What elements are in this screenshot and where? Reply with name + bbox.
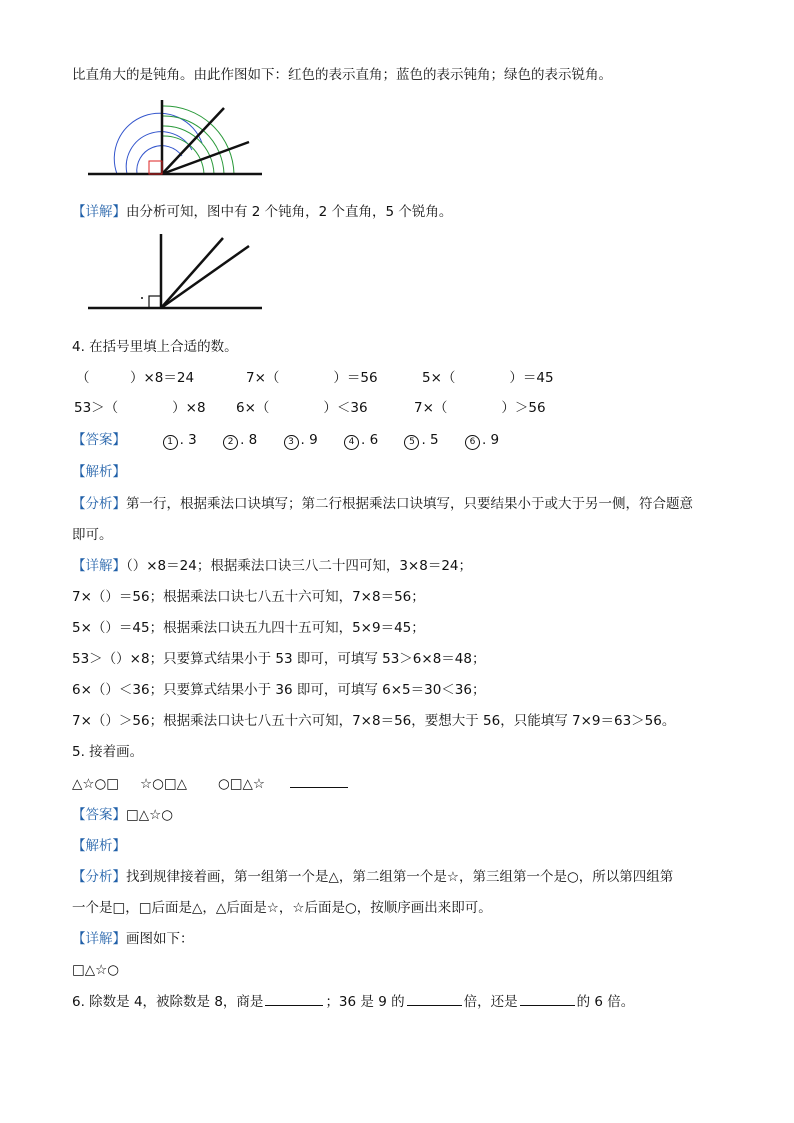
q6-stem (72, 993, 634, 1011)
intro-line: 比直角大的是钝角。由此作图如下：红色的表示直角；蓝色的表示钝角；绿色的表示锐角。 (72, 67, 612, 83)
q4-detail-line: 7×（）＝56；根据乘法口诀七八五十六可知，7×8＝56； (72, 589, 425, 605)
answer-number-circle: 3 (284, 435, 299, 450)
answer-tag: 【答案】 (72, 807, 126, 823)
q5-answer-line (72, 806, 173, 824)
analysis-tag: 【解析】 (72, 464, 126, 480)
answer-item (465, 431, 499, 450)
sequence-group: △☆○□ (72, 776, 120, 792)
answer-number-circle: 6 (465, 435, 480, 450)
fenxi-text: 第一行，根据乘法口诀填写；第二行根据乘法口诀填写，只要结果小于或大于另一侧，符合题意 (126, 496, 693, 512)
q4-row2-item: 7×（ ）＞56 (414, 400, 546, 416)
answer-value: . 9 (481, 432, 500, 448)
answer-item (344, 431, 378, 450)
detail-tag: 【详解】 (72, 204, 126, 220)
q4-detail-line: 53＞（）×8；只要算式结果小于 53 即可，可填写 53＞6×8＝48； (72, 651, 486, 667)
answer-value: . 9 (300, 432, 318, 448)
detail-tag: 【详解】 (72, 931, 126, 947)
fenxi-tag: 【分析】 (72, 496, 126, 512)
answer-item (223, 431, 257, 450)
detail-tag: 【详解】 (72, 558, 126, 574)
q5-fenxi-line1 (72, 868, 673, 886)
detail-text: （）×8＝24；根据乘法口诀三八二十四可知，3×8＝24； (126, 558, 472, 574)
q4-detail-line (72, 557, 472, 575)
answer-value: . 6 (361, 432, 379, 448)
answer-number-circle: 5 (404, 435, 419, 450)
answer-number-circle: 2 (223, 435, 238, 450)
detail1-line (72, 203, 452, 221)
q5-detail-answer: □△☆○ (72, 962, 120, 978)
answer-number-circle: 1 (163, 435, 178, 450)
q6-part1: 6. 除数是 4，被除数是 8，商是 (72, 994, 264, 1010)
q5-fenxi-line2: 一个是□，□后面是△，△后面是☆，☆后面是○，按顺序画出来即可。 (72, 900, 492, 916)
q5-detail-line (72, 930, 194, 948)
answer-blank (407, 993, 462, 1006)
q6-part2: ；36 是 9 的 (325, 994, 405, 1010)
answer-value: . 8 (240, 432, 258, 448)
q4-detail-line: 6×（）＜36；只要算式结果小于 36 即可，可填写 6×5＝30＜36； (72, 682, 486, 698)
angle-figure-colored (84, 98, 269, 180)
answer-item (163, 431, 197, 450)
q4-fenxi-line1 (72, 495, 693, 513)
q4-stem: 4. 在括号里填上合适的数。 (72, 339, 238, 355)
q4-answer-line (72, 431, 521, 450)
answer-blank (265, 993, 323, 1006)
q4-detail-line: 7×（）＞56；根据乘法口诀七八五十六可知，7×8＝56，要想大于 56，只能填写 7×9＝63＞56。 (72, 713, 676, 729)
answer-tag: 【答案】 (72, 432, 126, 448)
q4-fenxi-line2: 即可。 (72, 527, 113, 543)
q4-row1-item: （ ）×8＝24 (76, 370, 195, 386)
answer-number-circle: 4 (344, 435, 359, 450)
fenxi-text: 找到规律接着画，第一组第一个是△，第二组第一个是☆，第三组第一个是○，所以第四组第 (126, 869, 674, 885)
answer-value: . 5 (421, 432, 439, 448)
angle-figure-plain (84, 232, 269, 314)
q6-part4: 的 6 倍。 (576, 994, 635, 1010)
q4-row2-item: 6×（ ）＜36 (236, 400, 368, 416)
q5-answer: □△☆○ (126, 807, 174, 823)
sequence-group: ○□△☆ (218, 776, 266, 792)
answer-blank (290, 775, 348, 788)
sequence-group: ☆○□△ (140, 776, 188, 792)
detail-text: 画图如下： (126, 931, 194, 947)
analysis-tag: 【解析】 (72, 838, 126, 854)
q6-part3: 倍，还是 (463, 994, 518, 1010)
q4-row2-item: 53＞（ ）×8 (74, 400, 206, 416)
fenxi-tag: 【分析】 (72, 869, 126, 885)
answer-value: . 3 (179, 432, 197, 448)
q4-row1 (76, 369, 554, 387)
q4-row2 (74, 399, 546, 417)
q5-sequence (72, 775, 350, 793)
answer-item (404, 431, 438, 450)
answer-item (284, 431, 318, 450)
q4-row1-item: 5×（ ）＝45 (422, 370, 554, 386)
q5-stem: 5. 接着画。 (72, 744, 144, 760)
detail1-text: 由分析可知，图中有 2 个钝角，2 个直角，5 个锐角。 (126, 204, 453, 220)
answer-blank (520, 993, 575, 1006)
q4-row1-item: 7×（ ）＝56 (246, 370, 378, 386)
q4-detail-line: 5×（）＝45；根据乘法口诀五九四十五可知，5×9＝45； (72, 620, 425, 636)
